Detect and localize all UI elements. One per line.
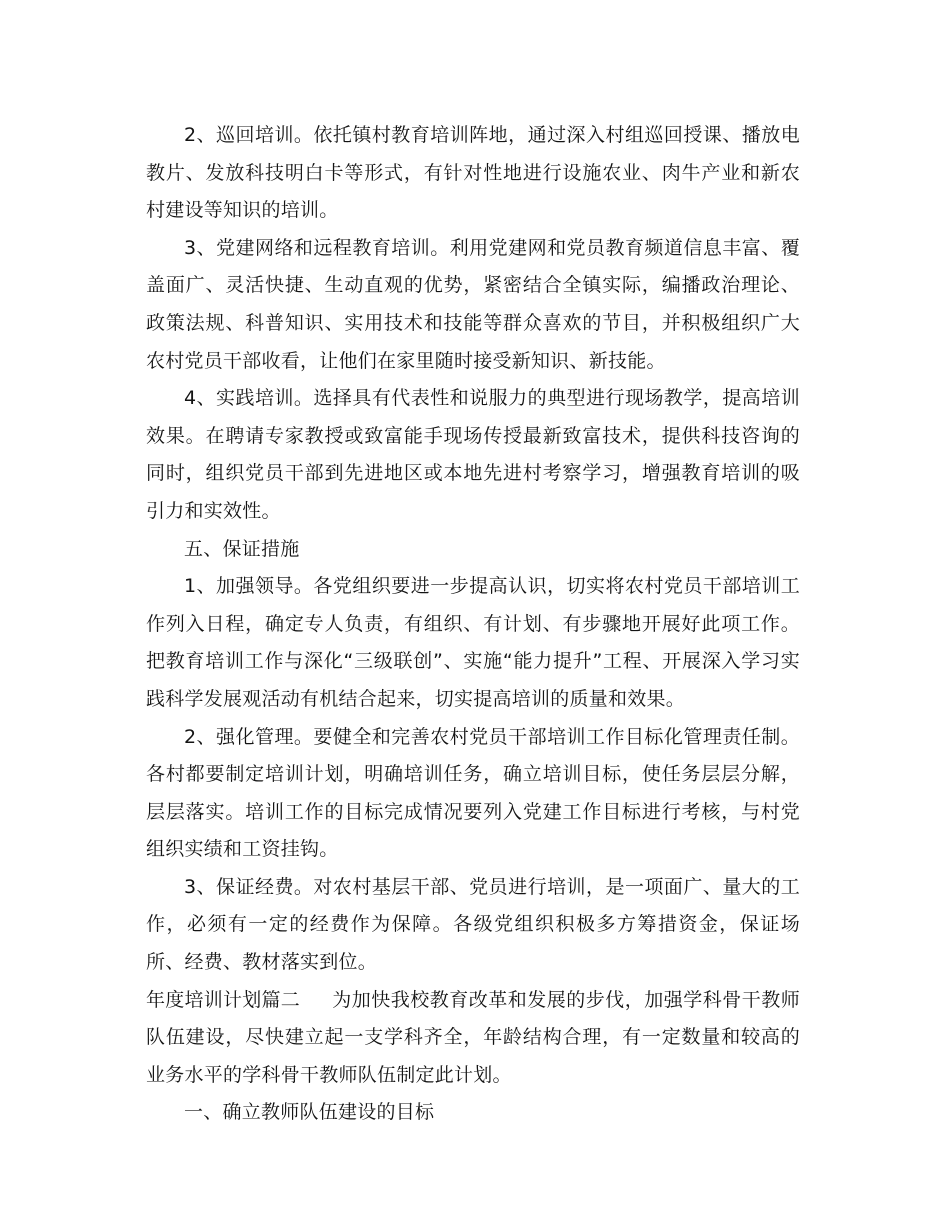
plan-title: 年度培训计划篇二 — [146, 988, 301, 1011]
paragraph-strengthen-leadership: 1、加强领导。各党组织要进一步提高认识，切实将农村党员干部培训工作列入日程，确定专人负责，有组织、有计划、有步骤地开展好此项工作。把教育培训工作与深化“三级联创”、实施“能力提升”工程、开展深入学习实践科学发展观活动有机结合起来，切实提高培训的质量和效果。 — [146, 575, 800, 710]
heading-teacher-team-goal: 一、确立教师队伍建设的目标 — [184, 1101, 435, 1124]
paragraph-guarantee-funds: 3、保证经费。对农村基层干部、党员进行培训，是一项面广、量大的工作，必须有一定的经费作为保障。各级党组织积极多方筹措资金，保证场所、经费、教材落实到位。 — [146, 875, 800, 974]
paragraph-practical-training: 4、实践培训。选择具有代表性和说服力的典型进行现场教学，提高培训效果。在聘请专家教授或致富能手现场传授最新致富技术，提供科技咨询的同时，组织党员干部到先进地区或本地先进村考察学习，增强教育培训的吸引力和实效性。 — [146, 387, 800, 522]
plan-intro-text: 为加快我校教育改革和发展的步伐，加强学科骨干教师队伍建设，尽快建立起一支学科齐全，年龄结构合理，有一定数量和较高的业务水平的学科骨干教师队伍制定此计划。 — [146, 988, 800, 1086]
paragraph-plan-intro — [146, 982, 800, 1095]
paragraph-itinerant-training: 2、巡回培训。依托镇村教育培训阵地，通过深入村组巡回授课、播放电教片、发放科技明白卡等形式，有针对性地进行设施农业、肉牛产业和新农村建设等知识的培训。 — [146, 124, 800, 222]
paragraph-network-education: 3、党建网络和远程教育培训。利用党建网和党员教育频道信息丰富、覆盖面广、灵活快捷、生动直观的优势，紧密结合全镇实际，编播政治理论、政策法规、科普知识、实用技术和技能等群众喜欢的节目，并积极组织广大农村党员干部收看，让他们在家里随时接受新知识、新技能。 — [146, 236, 800, 372]
paragraph-strengthen-management: 2、强化管理。要健全和完善农村党员干部培训工作目标化管理责任制。各村都要制定培训计划，明确培训任务，确立培训目标，使任务层层分解，层层落实。培训工作的目标完成情况要列入党建工作目标进行考核，与村党组织实绩和工资挂钩。 — [146, 725, 800, 861]
heading-guarantee-measures: 五、保证措施 — [184, 537, 300, 560]
